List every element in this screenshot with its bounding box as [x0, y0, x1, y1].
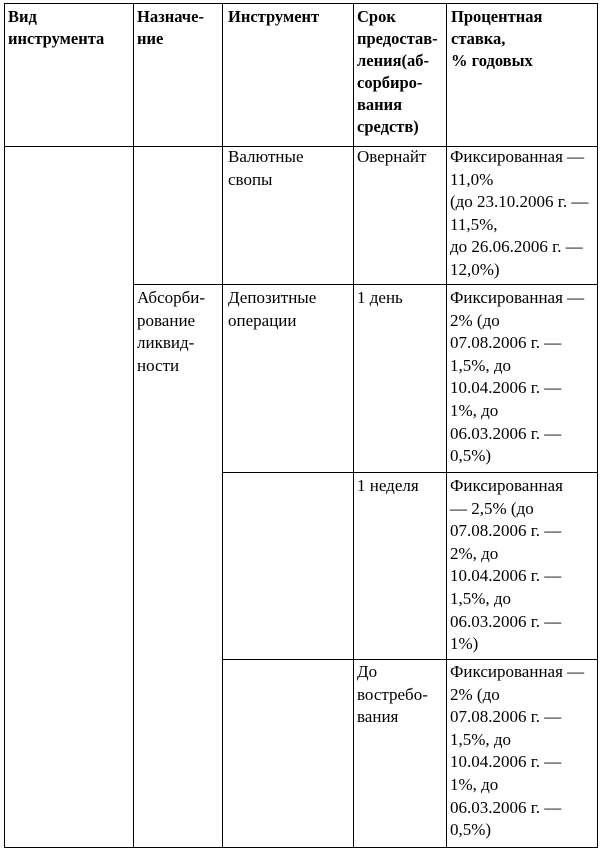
header-instrument-type: Вид инструмента [8, 7, 105, 48]
rule-row3-bottom [222, 659, 598, 660]
header-term: Срок предостав- ления(аб- сорбиро- вания средств) [357, 7, 438, 136]
rule-row2-bottom [222, 472, 598, 473]
row2-rate: Фиксированная — 2% (до 07.08.2006 г. — 1,5%, до 10.04.2006 г. — 1%, до 06.03.2006 г. — 0,5%) [450, 288, 585, 466]
rule-left [4, 3, 5, 848]
rule-row1-bottom [133, 284, 598, 285]
rule-right [597, 3, 598, 848]
row3-term: 1 неделя [357, 476, 419, 495]
row1-term: Овернайт [357, 147, 427, 166]
row4-term: До востребо- вания [357, 662, 428, 727]
row1-instrument: Валютные свопы [228, 147, 304, 189]
row2-term: 1 день [357, 288, 403, 307]
header-instrument: Инструмент [228, 7, 320, 26]
header-purpose: Назначе- ние [137, 7, 204, 48]
row3-rate: Фиксированная — 2,5% (до 07.08.2006 г. — 2%, до 10.04.2006 г. — 1,5%, до 06.03.2006 г. — 1%) [450, 476, 563, 654]
rule-col1 [133, 3, 134, 848]
rule-col2 [222, 3, 223, 848]
rule-bottom [4, 847, 598, 848]
row2-purpose: Абсорби- рование ликвид- ности [137, 288, 206, 375]
header-interest-rate: Процентная ставка, % годовых [451, 7, 543, 70]
rule-top [4, 3, 598, 4]
row1-rate: Фиксированная — 11,0% (до 23.10.2006 г. — 11,5%, до 26.06.2006 г. — 12,0%) [450, 147, 589, 279]
rule-col4 [446, 3, 447, 848]
rule-col3 [353, 3, 354, 848]
row4-rate: Фиксированная — 2% (до 07.08.2006 г. — 1,5%, до 10.04.2006 г. — 1%, до 06.03.2006 г. — 0,5%) [450, 662, 585, 840]
row2-instrument: Депозитные операции [228, 288, 317, 330]
